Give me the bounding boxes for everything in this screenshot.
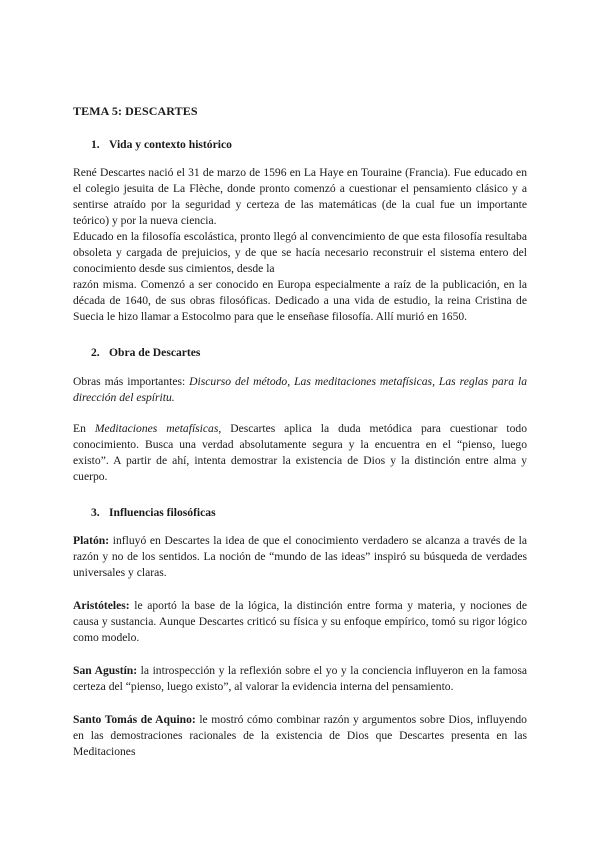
influence-platon — [73, 533, 527, 581]
paragraph-obra-2 — [73, 421, 527, 485]
page-title: TEMA 5: DESCARTES — [73, 104, 198, 118]
section-heading-vida — [91, 137, 232, 153]
paragraph-vida-1: René Descartes nació el 31 de marzo de 1596 en La Haye en Touraine (Francia). Fue educado en el colegio jesuita de La Flèche, donde pronto comenzó a cuestionar el pensamiento clásico y a sentirse atraído por la seguridad y certeza de las matemáticas (de la cual fue un importante teórico) y por la nueva ciencia. — [73, 166, 527, 227]
obra-lead: En — [73, 422, 95, 435]
section-number: 1. — [91, 138, 100, 151]
influence-name: Aristóteles: — [73, 599, 130, 612]
influence-name: San Agustín: — [73, 664, 138, 677]
obra-text: , Descartes aplica la duda metódica para cuestionar todo conocimiento. Busca una verdad absolutamente segura y la encuentra en el “pienso, luego existo”. A partir de ahí, intenta demostrar la existencia de Dios y la distinción entre alma y cuerpo. — [73, 422, 527, 483]
section-title: Obra de Descartes — [109, 346, 201, 359]
section-heading-influencias — [91, 505, 216, 521]
obras-lead: Obras más importantes: — [73, 375, 190, 388]
section-title: Vida y contexto histórico — [109, 138, 232, 151]
influence-text: le mostró cómo combinar razón y argumentos sobre Dios, influyendo en las demostraciones racionales de la existencia de Dios que Descartes presenta en las Meditaciones — [73, 713, 527, 758]
section-number: 3. — [91, 506, 100, 519]
section-number: 2. — [91, 346, 100, 359]
influence-text: le aportó la base de la lógica, la distinción entre forma y materia, y nociones de causa y sustancia. Aunque Descartes criticó su física y su enfoque empírico, tomó su rigor lógico como modelo. — [73, 599, 527, 644]
influence-san-agustin — [73, 663, 527, 695]
paragraph-vida-3: razón misma. Comenzó a ser conocido en Europa especialmente a raíz de la publicación, en la década de 1640, de sus obras filosóficas. Dedicado a una vida de estudio, la reina Cristina de Suecia le hizo llamar a Estocolmo para que le enseñase filosofía. Allí murió en 1650. — [73, 278, 527, 323]
influence-name: Santo Tomás de Aquino: — [73, 713, 196, 726]
obra-title: Meditaciones metafísicas — [94, 422, 219, 435]
influence-santo-tomas — [73, 712, 527, 760]
influence-text: la introspección y la reflexión sobre el yo y la conciencia influyeron en la famosa certeza del “pienso, luego existo”, al valorar la evidencia interna del pensamiento. — [73, 664, 527, 693]
influence-text: influyó en Descartes la idea de que el conocimiento verdadero se alcanza a través de la razón y no de los sentidos. La noción de “mundo de las ideas” inspiró su búsqueda de verdades universales y claras. — [73, 534, 527, 579]
section-heading-obra — [91, 345, 200, 361]
section-title: Influencias filosóficas — [109, 506, 216, 519]
paragraph-vida-2: Educado en la filosofía escolástica, pronto llegó al convencimiento de que esta filosofía resultaba obsoleta y cargada de prejuicios, y de que se hacía necesario reconstruir el sistema entero del conocimiento desde sus cimientos, desde la — [73, 230, 527, 275]
influence-aristoteles — [73, 598, 527, 646]
obras-list: Discurso del método, Las meditaciones metafísicas, Las reglas para la dirección del espíritu. — [73, 375, 527, 404]
paragraph-obra-1 — [73, 374, 527, 406]
influence-name: Platón: — [73, 534, 110, 547]
